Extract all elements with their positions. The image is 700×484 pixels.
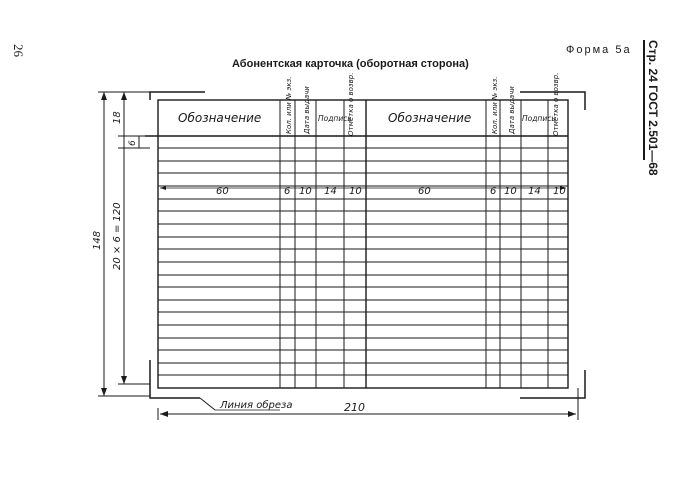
form-label: Форма 5а	[566, 44, 632, 56]
width-signature-1: 14	[324, 186, 337, 197]
table-frame	[158, 100, 568, 388]
crop-mark-bottom-right	[520, 370, 585, 398]
width-designation-2: 60	[418, 186, 431, 197]
cut-line-label: Линия обреза	[220, 400, 293, 411]
header-designation-2: Обозначение	[388, 111, 472, 125]
width-date-2: 10	[504, 186, 517, 197]
page-number: 26	[11, 44, 26, 57]
header-signature-1: Подпись	[318, 114, 352, 123]
width-qty-1: 6	[284, 186, 291, 197]
dim-row-height: 6	[128, 140, 138, 146]
header-return-1: Отметка о возвр.	[347, 72, 355, 136]
header-signature-2: Подпись	[522, 114, 556, 123]
dim-rows-total: 20 × 6 = 120	[112, 202, 123, 270]
header-date-2: Дата выдачи	[508, 86, 516, 134]
width-return-2: 10	[553, 186, 566, 197]
gost-reference: Стр. 24 ГОСТ 2.501—68	[646, 40, 660, 176]
header-qty-2: Кол. или № экз.	[491, 76, 499, 134]
page-title: Абонентская карточка (оборотная сторона)	[232, 58, 469, 70]
header-designation-1: Обозначение	[178, 111, 262, 125]
header-qty-1: Кол. или № экз.	[285, 76, 293, 134]
crop-mark-top-left	[150, 92, 205, 100]
header-return-2: Отметка о возвр.	[552, 72, 560, 136]
width-date-1: 10	[299, 186, 312, 197]
width-return-1: 10	[349, 186, 362, 197]
dim-card-width: 210	[344, 401, 365, 414]
dim-card-height: 148	[92, 230, 103, 250]
header-date-1: Дата выдачи	[303, 86, 311, 134]
dim-header-height: 18	[112, 111, 123, 124]
width-designation-1: 60	[216, 186, 229, 197]
width-qty-2: 6	[490, 186, 497, 197]
width-signature-2: 14	[528, 186, 541, 197]
